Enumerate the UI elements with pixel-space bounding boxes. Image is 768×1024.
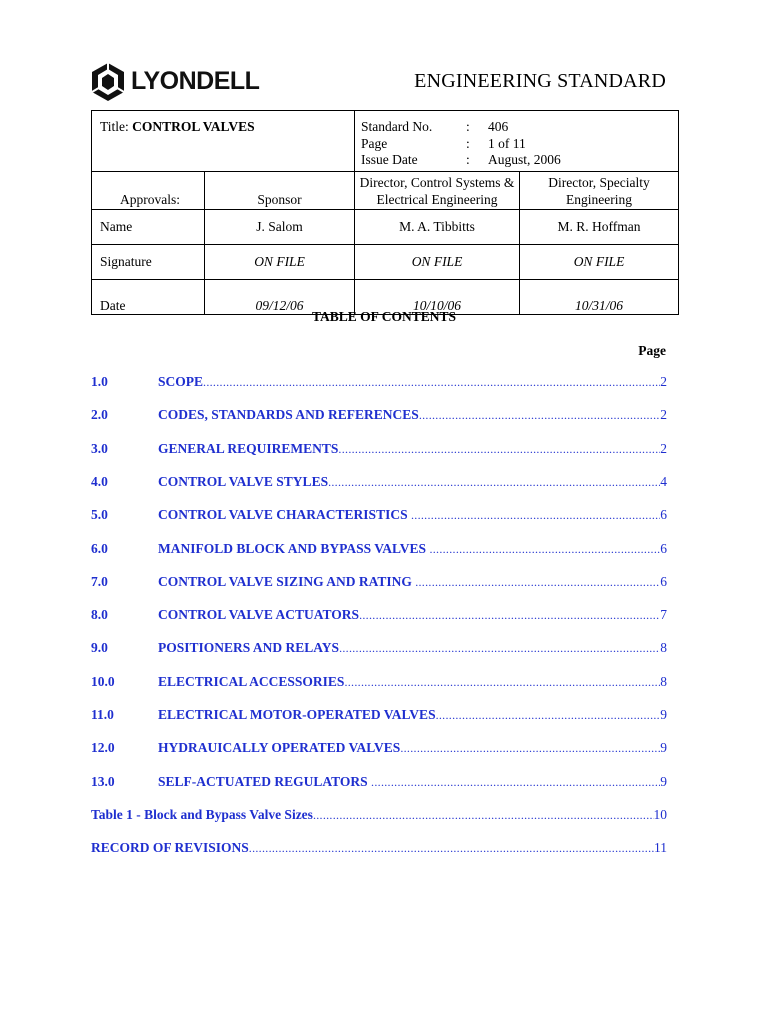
toc-dot-leader [371, 775, 660, 790]
toc-entry-page[interactable]: 11 [654, 840, 667, 855]
toc-dot-leader [415, 575, 660, 590]
toc-entry-page[interactable]: 8 [660, 674, 667, 689]
toc-entry[interactable] [91, 407, 667, 425]
toc-entry-number: 11.0 [91, 707, 114, 722]
toc-dot-leader [328, 475, 660, 490]
toc-entry-label[interactable]: MANIFOLD BLOCK AND BYPASS VALVES [158, 541, 430, 556]
toc-entry-label[interactable]: ELECTRICAL MOTOR-OPERATED VALVES [158, 707, 436, 722]
toc-entry-label[interactable]: SELF-ACTUATED REGULATORS [158, 774, 372, 789]
toc-dot-leader [429, 542, 660, 557]
toc-entry-number: 7.0 [91, 574, 108, 589]
toc-entry[interactable] [91, 374, 667, 392]
toc-entry-label[interactable]: CONTROL VALVE STYLES [158, 474, 329, 489]
toc-entry[interactable] [91, 740, 667, 758]
sponsor-name: J. Salom [205, 210, 355, 245]
director-specialty-signature: ON FILE [520, 245, 679, 280]
toc-entry-page[interactable]: 2 [660, 407, 667, 422]
toc-entry[interactable] [91, 674, 667, 692]
toc-entry-label[interactable]: CONTROL VALVE CHARACTERISTICS [158, 507, 411, 522]
toc-entry-number: 6.0 [91, 541, 108, 556]
toc-entry-number: 3.0 [91, 441, 108, 456]
toc-entry-page[interactable]: 2 [660, 441, 667, 456]
toc-dot-leader [400, 741, 660, 756]
colon: : [466, 152, 470, 167]
toc-entry-page[interactable]: 6 [660, 541, 667, 556]
toc-entry-page[interactable]: 9 [660, 707, 667, 722]
approvals-label: Approvals: [92, 172, 205, 210]
toc-dot-leader [203, 375, 660, 390]
director-control-name: M. A. Tibbitts [355, 210, 520, 245]
toc-entry-page[interactable]: 9 [660, 774, 667, 789]
page-line [361, 136, 678, 153]
director-specialty-header: Director, Specialty Engineering [520, 172, 679, 210]
toc-page-column-heading: Page [638, 343, 666, 358]
toc-entry-number: 1.0 [91, 374, 108, 389]
director-control-header: Director, Control Systems & Electrical Engineering [355, 172, 520, 210]
company-logo [90, 62, 265, 102]
standard-no-value: 406 [488, 119, 509, 134]
toc-entry-number: 10.0 [91, 674, 115, 689]
toc-dot-leader [359, 608, 660, 623]
director-control-signature: ON FILE [355, 245, 520, 280]
toc-entry-label[interactable]: GENERAL REQUIREMENTS [158, 441, 339, 456]
toc-entry[interactable] [91, 774, 667, 792]
logo-wordmark: LYONDELL [131, 67, 260, 95]
sponsor-date: 09/12/06 [205, 280, 355, 315]
colon: : [466, 119, 470, 134]
toc-dot-leader [419, 408, 660, 423]
toc-entry[interactable] [91, 441, 667, 459]
toc-entry-page[interactable]: 9 [660, 740, 667, 755]
toc-entry-page[interactable]: 2 [660, 374, 667, 389]
standard-no-line [361, 119, 678, 136]
toc-entry-page[interactable]: 4 [660, 474, 667, 489]
toc-entry-label[interactable]: CONTROL VALVE ACTUATORS [158, 607, 360, 622]
toc-entry[interactable] [91, 541, 667, 559]
toc-entry[interactable] [91, 707, 667, 725]
toc-entry-number: 13.0 [91, 774, 115, 789]
toc-dot-leader [249, 841, 654, 856]
lyondell-logo-icon [90, 62, 126, 102]
document-type-title: ENGINEERING STANDARD [414, 70, 666, 92]
toc-entry[interactable] [91, 840, 667, 858]
standard-info-cell [355, 111, 679, 172]
date-label: Date [92, 280, 205, 315]
title-value: CONTROL VALVES [132, 119, 255, 134]
toc-dot-leader [436, 708, 661, 723]
sponsor-signature: ON FILE [205, 245, 355, 280]
toc-entry[interactable] [91, 640, 667, 658]
director-specialty-date: 10/31/06 [520, 280, 679, 315]
title-label: Title: [100, 119, 129, 134]
standard-no-label: Standard No. [361, 119, 433, 134]
issue-date-value: August, 2006 [488, 152, 561, 167]
toc-dot-leader [344, 675, 660, 690]
page-value: 1 of 11 [488, 135, 526, 151]
signature-label: Signature [92, 245, 205, 280]
toc-entry-label[interactable]: POSITIONERS AND RELAYS [158, 640, 340, 655]
toc-entry[interactable] [91, 474, 667, 492]
toc-dot-leader [411, 508, 660, 523]
approval-header-table [91, 110, 679, 315]
toc-entry[interactable] [91, 574, 667, 592]
toc-entry-label[interactable]: CODES, STANDARDS AND REFERENCES [158, 407, 419, 422]
toc-entry-number: 9.0 [91, 640, 108, 655]
toc-dot-leader [338, 442, 660, 457]
toc-entry-page[interactable]: 10 [653, 807, 667, 822]
toc-entry-number: 12.0 [91, 740, 115, 755]
toc-entry-page[interactable]: 7 [660, 607, 667, 622]
toc-entry-label[interactable]: ELECTRICAL ACCESSORIES [158, 674, 345, 689]
colon: : [466, 135, 470, 151]
toc-entry-number: 5.0 [91, 507, 108, 522]
toc-entry[interactable] [91, 507, 667, 525]
toc-entry-label[interactable]: SCOPE [158, 374, 204, 389]
toc-entry-page[interactable]: 6 [660, 507, 667, 522]
title-cell [92, 111, 355, 172]
name-label: Name [92, 210, 205, 245]
toc-entry-label[interactable]: HYDRAUICALLY OPERATED VALVES [158, 740, 401, 755]
director-control-date: 10/10/06 [355, 280, 520, 315]
toc-entry[interactable] [91, 607, 667, 625]
sponsor-header: Sponsor [205, 172, 355, 210]
toc-dot-leader [339, 641, 660, 656]
page-label: Page [361, 135, 388, 151]
toc-entry-label[interactable]: RECORD OF REVISIONS [91, 840, 249, 855]
issue-date-line [361, 152, 678, 169]
toc-entry-page[interactable]: 6 [660, 574, 667, 589]
director-specialty-name: M. R. Hoffman [520, 210, 679, 245]
toc-entry-number: 4.0 [91, 474, 108, 489]
toc-entry-number: 2.0 [91, 407, 108, 422]
toc-entry[interactable] [91, 807, 667, 825]
toc-dot-leader [313, 808, 654, 823]
toc-entry-page[interactable]: 8 [660, 640, 667, 655]
toc-heading: TABLE OF CONTENTS [311, 309, 457, 324]
toc-entry-label[interactable]: Table 1 - Block and Bypass Valve Sizes [91, 807, 313, 822]
issue-date-label: Issue Date [361, 152, 418, 167]
toc-entry-number: 8.0 [91, 607, 108, 622]
toc-entry-label[interactable]: CONTROL VALVE SIZING AND RATING [158, 574, 416, 589]
